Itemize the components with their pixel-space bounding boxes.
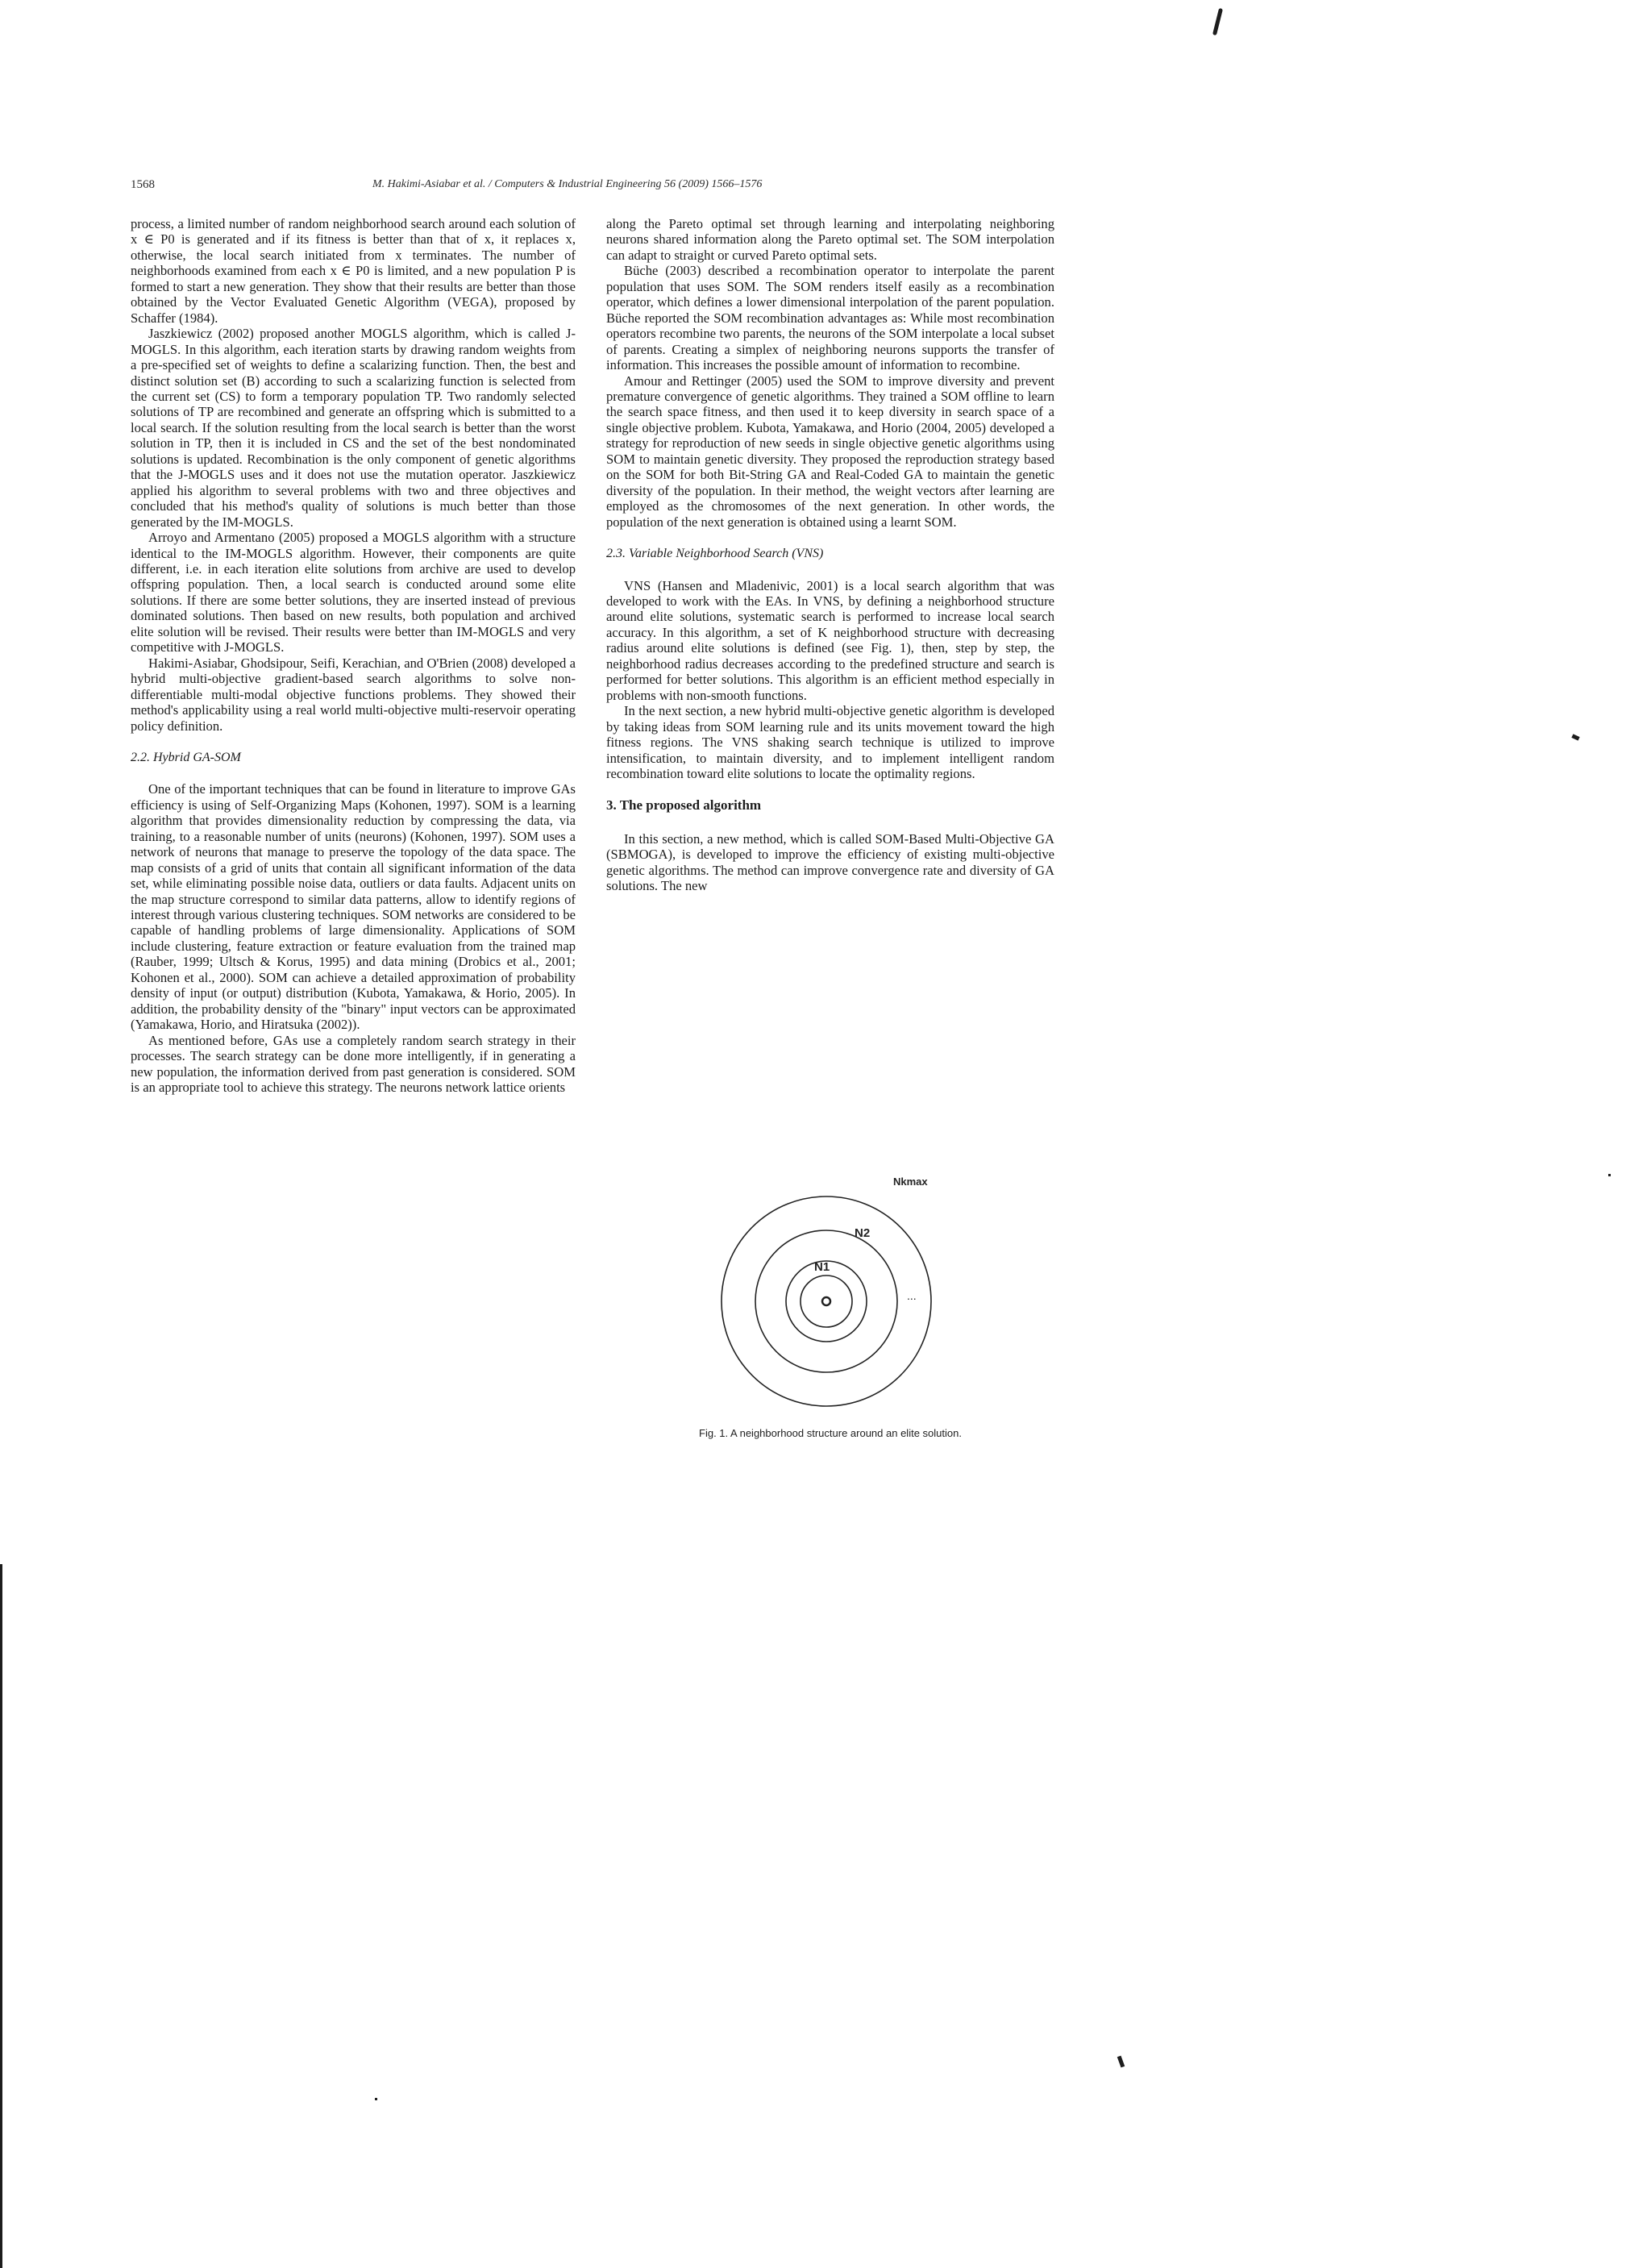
- paragraph: One of the important techniques that can be found in literature to improve GAs efficiency is using of Self-Organizing Maps (Kohonen, 1997). SOM is a learning algorithm that provides dimensionality reduction by compressing the data, via training, to a reasonable number of units (neurons) (Kohonen, 1997). SOM uses a network of neurons that manage to preserve the topology of the data space. The map consists of a grid of units that contain all significant information of the data set, while eliminating possible noise data, outliers or data faults. Adjacent units on the map structure correspond to similar data patterns, allow to identify regions of interest through various clustering techniques. SOM networks are considered to be capable of handling problems of large dimensionality. Applications of SOM include clustering, feature extraction or feature evaluation from the trained map (Rauber, 1999; Ultsch & Korus, 1995) and data mining (Drobics et al., 2001; Kohonen et al., 2000). SOM can achieve a detailed approximation of probability density of input (or output) distribution (Kubota, Yamakawa, & Horio, 2005). In addition, the probability density of the "binary" input vectors can be approximated (Yamakawa, Horio, and Hiratsuka (2002)).: [131, 781, 576, 1033]
- left-column: [131, 216, 576, 1095]
- paragraph: As mentioned before, GAs use a completely random search strategy in their processes. The search strategy can be done more intelligently, if in generating a new population, the information derived from past generation is considered. SOM is an appropriate tool to achieve this strategy. The neurons network lattice orients: [131, 1032, 576, 1096]
- journal-citation: M. Hakimi-Asiabar et al. / Computers & Industrial Engineering 56 (2009) 1566–1576: [372, 178, 763, 190]
- paragraph: Hakimi-Asiabar, Ghodsipour, Seifi, Kerachian, and O'Brien (2008) developed a hybrid multi-objective gradient-based search algorithms to solve non-differentiable multi-modal objective functions problems. They showed their method's applicability using a real world multi-objective multi-reservoir operating policy definition.: [131, 655, 576, 734]
- running-head: [131, 178, 816, 199]
- scan-mark: [375, 2098, 377, 2100]
- scan-mark: [1212, 8, 1223, 35]
- right-column: [606, 216, 1054, 894]
- paragraph: Jaszkiewicz (2002) proposed another MOGLS algorithm, which is called J-MOGLS. In this algorithm, each iteration starts by drawing random weights from a pre-specified set of weights to define a scalarizing function. Then, the best and distinct solution set (B) according to such a scalarizing function is selected from the current set (CS) to form a temporary population TP. Two randomly selected solutions of TP are recombined and generate an offspring which is submitted to a local search. If the solution resulting from the local search is better than the worst solution in TP, then it is included in CS and the set of the best nondominated solutions is updated. Recombination is the only component of genetic algorithms that the J-MOGLS uses and it does not use the mutation operator. Jaszkiewicz applied his algorithm to several problems with two and three objectives and concluded that his method's quality of solutions is much better than those generated by the IM-MOGLS.: [131, 326, 576, 530]
- core-neighborhood-ring: [801, 1275, 852, 1327]
- outer-neighborhood-ring: [722, 1196, 931, 1406]
- section-heading-2-3: 2.3. Variable Neighborhood Search (VNS): [606, 547, 824, 561]
- scan-mark: [1608, 1174, 1611, 1176]
- label-nkmax: Nkmax: [893, 1176, 928, 1188]
- paragraph: process, a limited number of random neighborhood search around each solution of x ∈ P0 is generated and if its fitness is better than that of x, it replaces x, otherwise, the local search initiated from x terminates. The number of neighborhoods examined from each x ∈ P0 is limited, and a new population P is formed to start a new generation. They show that their results are better than those obtained by the Vector Evaluated Genetic Algorithm (VEGA), proposed by Schaffer (1984).: [131, 216, 576, 326]
- scan-mark: [1571, 734, 1579, 740]
- paragraph: Büche (2003) described a recombination operator to interpolate the parent population that uses SOM. The SOM renders itself easily as a recombination operator, which defines a lower dimensional interpolation of the parent population. Büche reported the SOM recombination advantages as: While most recombination operators recombine two parents, the neurons of the SOM interpolate a local subset of parents. Creating a simplex of neighboring neurons supports the transfer of information. This increases the possible amount of information to recombine.: [606, 263, 1054, 373]
- section-heading-2-2: 2.2. Hybrid GA-SOM: [131, 750, 241, 764]
- paragraph: In the next section, a new hybrid multi-objective genetic algorithm is developed by taking ideas from SOM learning rule and its units movement toward the high fitness regions. The VNS shaking search technique is utilized to improve intensification, to maintain diversity, and to implement intelligent random recombination toward elite solutions to locate the optimality regions.: [606, 703, 1054, 781]
- scan-mark: [1117, 2056, 1125, 2068]
- scan-mark: [0, 1564, 2, 2268]
- elite-solution-point: [822, 1297, 830, 1305]
- neighborhood-diagram: [709, 1159, 951, 1417]
- paragraph: VNS (Hansen and Mladenivic, 2001) is a local search algorithm that was developed to work with the EAs. In VNS, by defining a neighborhood structure around elite solutions, systematic search is performed to increase local search accuracy. In this algorithm, a set of K neighborhood structure with decreasing radius around elite solutions is defined (see Fig. 1), then, step by step, the neighborhood radius decreases according to the predefined structure and search is performed for better solutions. This algorithm is an efficient method especially in problems with non-smooth functions.: [606, 577, 1054, 703]
- label-n1: N1: [814, 1260, 830, 1274]
- label-n2: N2: [855, 1226, 871, 1240]
- paragraph: along the Pareto optimal set through learning and interpolating neighboring neurons shared information along the Pareto optimal set. The SOM interpolation can adapt to straight or curved Pareto optimal sets.: [606, 216, 1054, 263]
- paragraph: Arroyo and Armentano (2005) proposed a MOGLS algorithm with a structure identical to the IM-MOGLS algorithm. However, their components are quite different, i.e. in each iteration elite solutions from archive are used to develop offspring population. Then, a local search is conducted around some elite solutions. If there are some better solutions, they are inserted instead of previous dominated solutions. Then based on new results, both population and archived elite solution will be revised. Their results were better than IM-MOGLS and very competitive with J-MOGLS.: [131, 530, 576, 655]
- middle-neighborhood-ring: [755, 1230, 897, 1372]
- section-heading-3: 3. The proposed algorithm: [606, 797, 762, 814]
- label-ellipsis: ...: [907, 1289, 917, 1302]
- figure-1: [709, 1159, 951, 1417]
- paragraph: In this section, a new method, which is called SOM-Based Multi-Objective GA (SBMOGA), is developed to improve the efficiency of existing multi-objective genetic algorithms. The method can improve convergence rate and diversity of GA solutions. The new: [606, 830, 1054, 894]
- page-number: 1568: [131, 178, 155, 191]
- figure-caption: Fig. 1. A neighborhood structure around an elite solution.: [699, 1427, 962, 1439]
- paragraph: Amour and Rettinger (2005) used the SOM to improve diversity and prevent premature convergence of genetic algorithms. They trained a SOM offline to learn the search space fitness, and then used it to keep diversity in search space of a single objective problem. Kubota, Yamakawa, and Horio (2004, 2005) developed a strategy for reproduction of new seeds in single objective genetic algorithms using SOM to maintain genetic diversity. They proposed the reproduction strategy based on the SOM for both Bit-String GA and Real-Coded GA to maintain the genetic diversity of the population. In their method, the weight vectors after learning are employed as the chromosomes of the next generation. In other words, the population of the next generation is obtained using a learnt SOM.: [606, 372, 1054, 530]
